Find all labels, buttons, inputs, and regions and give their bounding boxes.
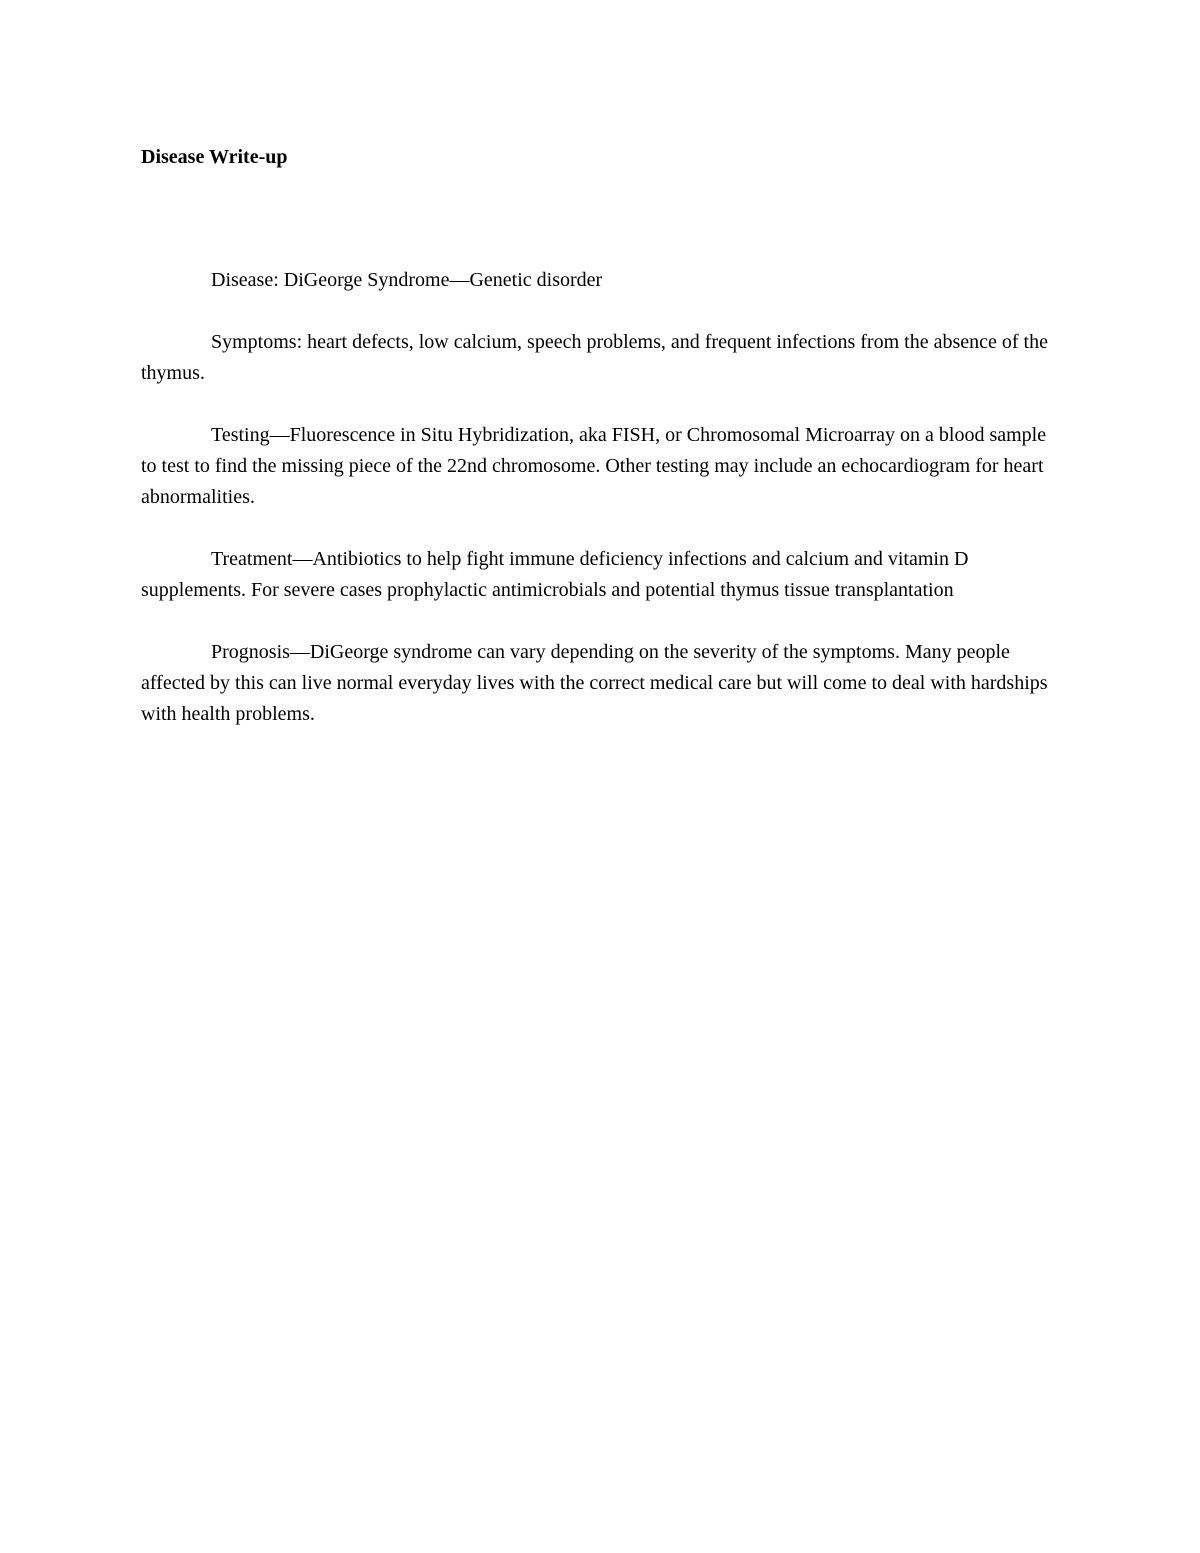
paragraph-treatment: Treatment—Antibiotics to help fight immune deficiency infections and calcium and vitamin D supplements. For severe cases prophylactic antimicrobials and potential thymus tissue transplantation	[141, 548, 969, 601]
paragraph-prognosis: Prognosis—DiGeorge syndrome can vary depending on the severity of the symptoms. Many people affected by this can live normal everyday lives with the correct medical care but will come to deal with hardships with health problems.	[141, 641, 1048, 725]
document-title: Disease Write-up	[141, 146, 288, 168]
paragraph-symptoms: Symptoms: heart defects, low calcium, speech problems, and frequent infections from the absence of the thymus.	[141, 331, 1048, 384]
paragraph-testing: Testing—Fluorescence in Situ Hybridization, aka FISH, or Chromosomal Microarray on a blood sample to test to find the missing piece of the 22nd chromosome. Other testing may include an echocardiogram for heart abnormalities.	[141, 424, 1047, 508]
paragraph-disease: Disease: DiGeorge Syndrome—Genetic disorder	[211, 269, 603, 291]
document-body	[141, 265, 1061, 761]
